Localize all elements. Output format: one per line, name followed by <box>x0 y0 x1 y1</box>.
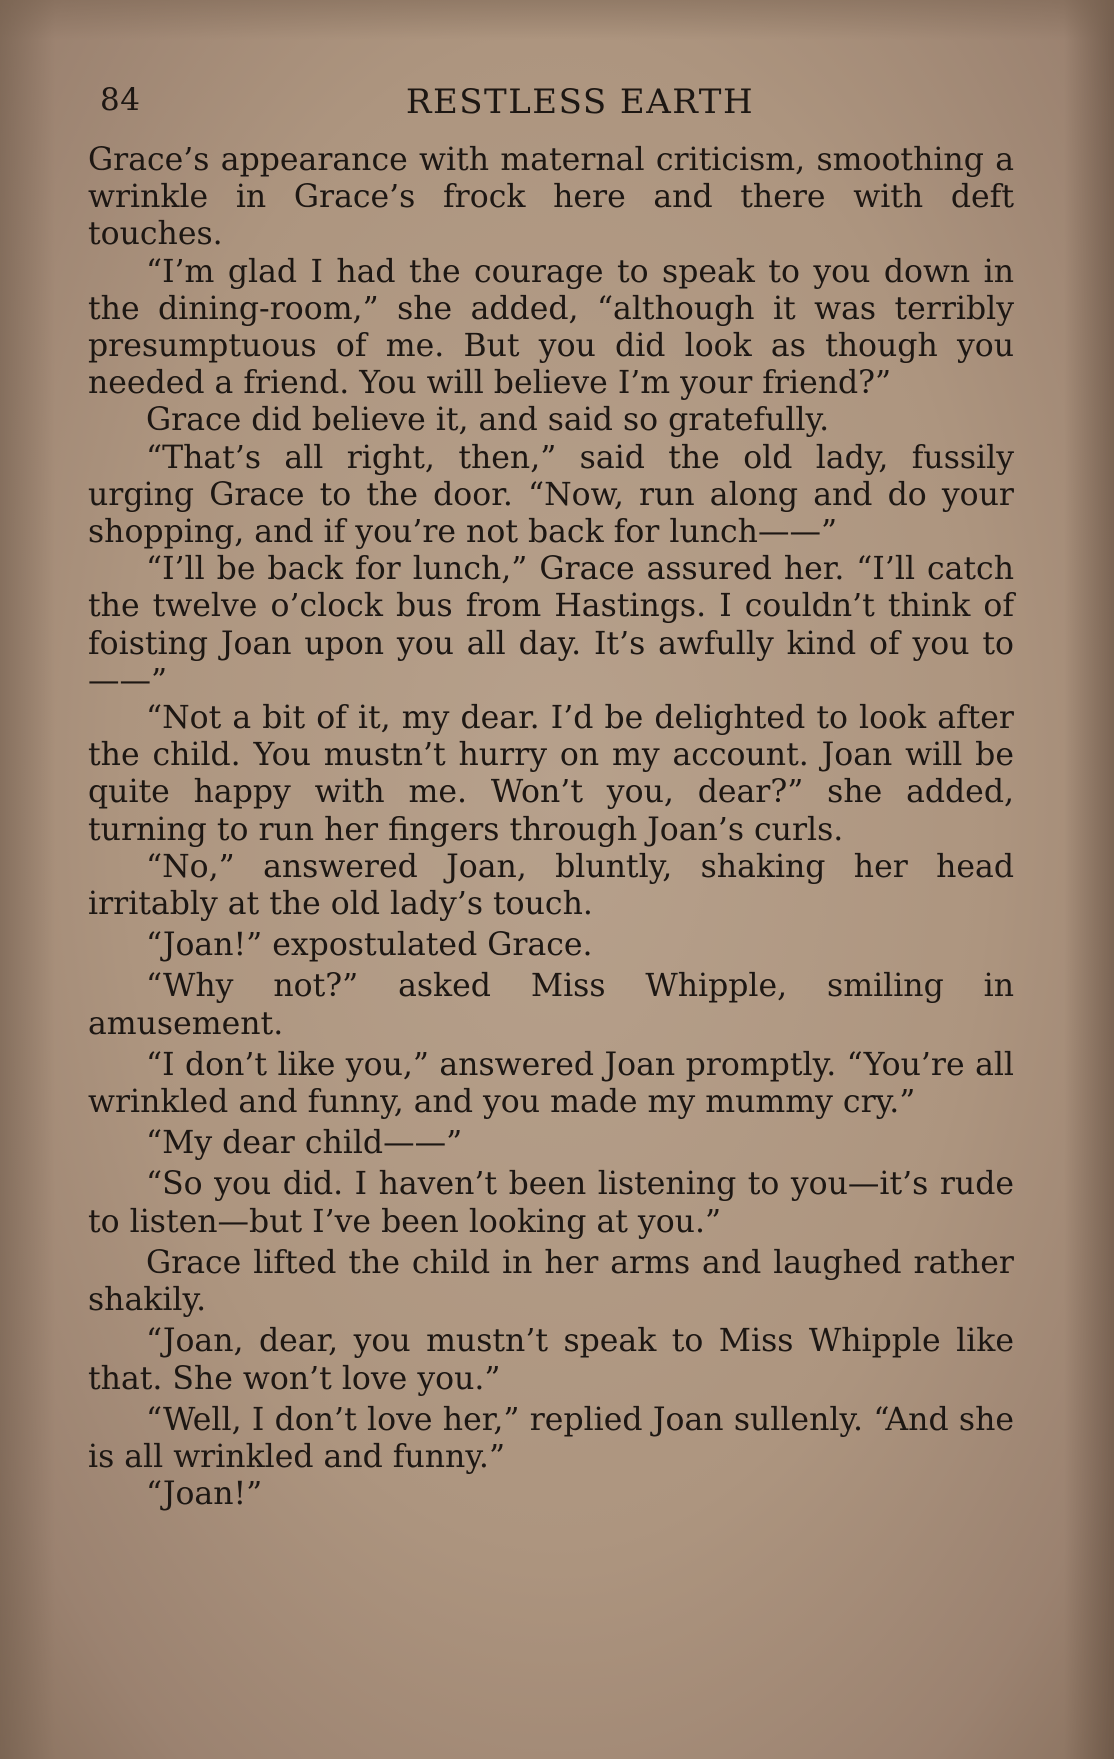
paragraph: “Why not?” asked Miss Whipple, smiling in amusement. <box>88 968 1014 1042</box>
paragraph: “Joan!” <box>146 1476 263 1513</box>
paragraph: “Joan!” expostulated Grace. <box>146 927 593 964</box>
paragraph: Grace’s appearance with maternal criticism, smoothing a wrinkle in Grace’s frock here and there with deft touches. <box>88 142 1014 253</box>
paragraph: “That’s all right, then,” said the old lady, fussily urging Grace to the door. “Now, run along and do your shopping, and if you’re not back for lunch——” <box>88 439 1014 551</box>
paragraph: “So you did. I haven’t been listening to you—it’s rude to listen—but I’ve been looking at you.” <box>88 1166 1014 1240</box>
body-text <box>88 142 1014 1513</box>
paragraph: “I’m glad I had the courage to speak to you down in the dining-room,” she added, “although it was terribly presumptuous of me. But you did look as though you needed a friend. You will believe I’m your friend?” <box>88 253 1014 402</box>
paragraph: “I’ll be back for lunch,” Grace assured her. “I’ll catch the twelve o’clock bus from Hastings. I couldn’t think of foisting Joan upon you all day. It’s awfully kind of you to——” <box>88 551 1014 699</box>
page-edge-shadow-top <box>0 0 1114 40</box>
page-number: 84 <box>100 82 141 118</box>
paragraph: “I don’t like you,” answered Joan promptly. “You’re all wrinkled and funny, and you made my mummy cry.” <box>88 1046 1014 1121</box>
paragraph: “Joan, dear, you mustn’t speak to Miss Whipple like that. She won’t love you.” <box>88 1323 1014 1397</box>
page-header <box>100 82 1020 132</box>
paragraph: “Well, I don’t love her,” replied Joan sullenly. “And she is all wrinkled and funny.” <box>88 1401 1014 1475</box>
paragraph: “No,” answered Joan, bluntly, shaking her head irritably at the old lady’s touch. <box>88 848 1014 923</box>
page-edge-shadow-left <box>0 0 55 1759</box>
running-head: RESTLESS EARTH <box>405 82 755 122</box>
paragraph: “My dear child——” <box>146 1125 463 1162</box>
paragraph: Grace did believe it, and said so gratefully. <box>146 402 830 439</box>
page-edge-shadow-right <box>1064 0 1114 1759</box>
paragraph: Grace lifted the child in her arms and laughed rather shakily. <box>88 1244 1014 1319</box>
paragraph: “Not a bit of it, my dear. I’d be delighted to look after the child. You mustn’t hurry on my account. Joan will be quite happy with me. Won’t you, dear?” she added, turning to run her fingers through Joan’s curls. <box>88 700 1014 848</box>
